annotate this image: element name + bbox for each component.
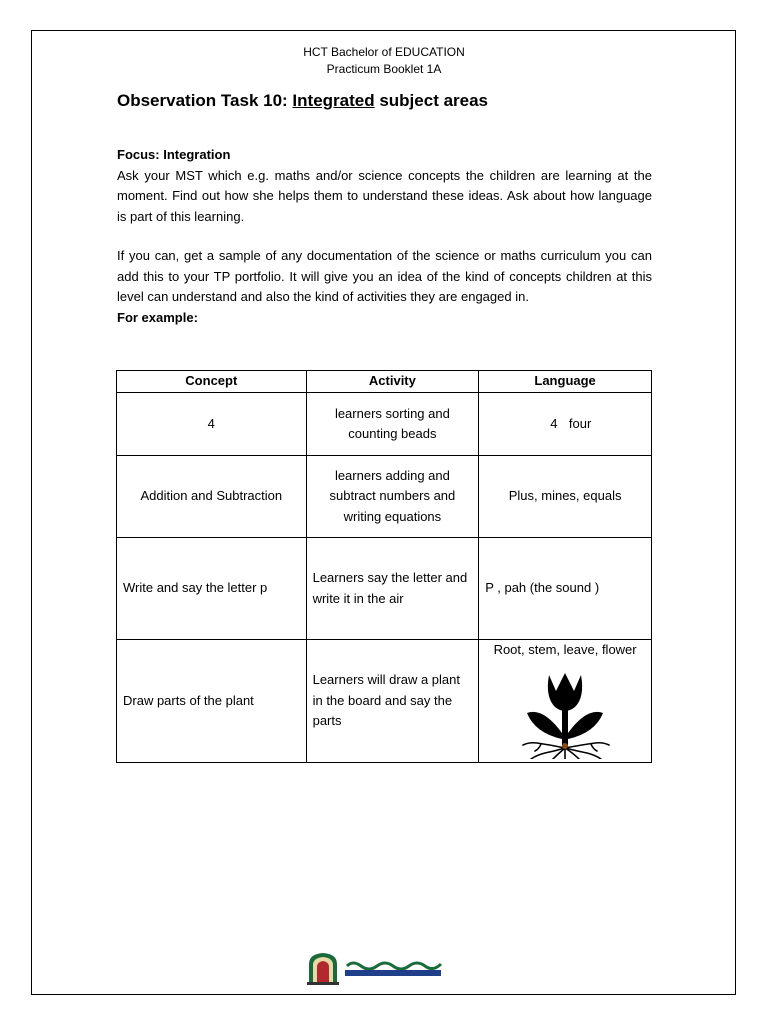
cell-activity: learners sorting and counting beads bbox=[306, 393, 479, 456]
example-table bbox=[116, 370, 652, 763]
cell-concept: Addition and Subtraction bbox=[117, 456, 307, 538]
plant-with-roots-icon bbox=[515, 667, 615, 759]
page-title bbox=[117, 91, 488, 111]
document-header bbox=[0, 44, 768, 78]
cell-language: P , pah (the sound ) bbox=[479, 538, 652, 640]
hct-logo bbox=[305, 950, 443, 986]
cell-activity: Learners say the letter and write it in the air bbox=[306, 538, 479, 640]
language-number: 4 bbox=[550, 415, 558, 431]
header-concept: Concept bbox=[117, 371, 307, 393]
cell-activity: learners adding and subtract numbers and writing equations bbox=[306, 456, 479, 538]
cell-activity: Learners will draw a plant in the board and say the parts bbox=[306, 640, 479, 763]
header-activity: Activity bbox=[306, 371, 479, 393]
language-text: Root, stem, leave, flower bbox=[493, 642, 637, 657]
focus-paragraph-2-section bbox=[117, 246, 652, 328]
focus-section bbox=[117, 145, 652, 227]
header-line-1: HCT Bachelor of EDUCATION bbox=[303, 45, 465, 59]
title-underlined-word: Integrated bbox=[292, 91, 375, 110]
header-language: Language bbox=[479, 371, 652, 393]
cell-concept: 4 bbox=[117, 393, 307, 456]
table-row bbox=[117, 393, 652, 456]
title-prefix: Observation Task 10: bbox=[117, 91, 293, 110]
header-line-2: Practicum Booklet 1A bbox=[326, 62, 442, 76]
language-word: four bbox=[568, 415, 592, 431]
table-row bbox=[117, 538, 652, 640]
cell-language: Plus, mines, equals bbox=[479, 456, 652, 538]
cell-concept: Draw parts of the plant bbox=[117, 640, 307, 763]
table-row bbox=[117, 456, 652, 538]
example-label: For example: bbox=[117, 309, 198, 325]
table-row bbox=[117, 640, 652, 763]
hct-arabic-wordmark bbox=[343, 956, 443, 978]
focus-label: Focus: Integration bbox=[117, 147, 231, 162]
cell-language bbox=[479, 640, 652, 763]
hct-crest-icon bbox=[305, 950, 341, 986]
cell-language bbox=[479, 393, 652, 456]
focus-paragraph-1: Ask your MST which e.g. maths and/or science concepts the children are learning at the moment. Find out how she helps them to understand these ideas. Ask about how language is part of this learning. bbox=[117, 167, 652, 224]
table-header-row bbox=[117, 371, 652, 393]
cell-concept: Write and say the letter p bbox=[117, 538, 307, 640]
focus-paragraph-2: If you can, get a sample of any documentation of the science or maths curriculum you can add this to your TP portfolio. It will give you an idea of the kind of concepts children at this level can understand and also the kind of activities they are engaged in. bbox=[117, 248, 652, 304]
title-suffix: subject areas bbox=[374, 91, 489, 110]
